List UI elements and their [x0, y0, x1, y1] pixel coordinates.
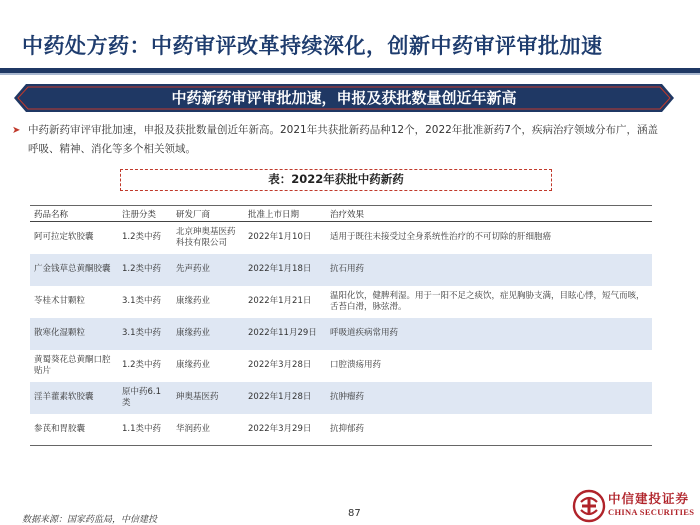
cell-drug-name: 阿可拉定软胶囊 — [34, 232, 94, 243]
cell-drug-name: 淫羊藿素软胶囊 — [30, 382, 118, 414]
table-row — [30, 254, 652, 286]
cell-drug-name: 苓桂术甘颗粒 — [34, 296, 86, 306]
cell-manufacturer: 北京珅奥基医药科技有限公司 — [176, 226, 236, 248]
cell-indication: 适用于既往未接受过全身系统性治疗的不可切除的肝细胞癌 — [330, 232, 552, 243]
cell-approval-date: 2022年11月29日 — [244, 318, 326, 350]
cell-indication: 呼吸道疾病常用药 — [326, 318, 652, 350]
cell-registration-class: 1.2类中药 — [118, 254, 172, 286]
table-row — [30, 318, 652, 350]
banner-text: 中药新药审评审批加速，申报及获批数量创近年新高 — [171, 89, 517, 107]
header-registration-class: 注册分类 — [118, 206, 172, 222]
cell-manufacturer: 康缘药业 — [176, 296, 211, 306]
cell-manufacturer: 珅奥基医药 — [172, 382, 244, 414]
table-caption-box — [120, 169, 552, 191]
cell-approval-date: 2022年1月21日 — [248, 296, 312, 306]
cell-indication: 温阳化饮，健脾利湿。用于一阳不足之痰饮，症见胸胁支满，目眩心悸，短气而咳，舌苔白滑，脉弦滑。 — [330, 290, 645, 312]
title-divider-shadow — [0, 73, 700, 75]
cell-registration-class: 原中药6.1类 — [118, 382, 172, 414]
table-caption: 表：2022年获批中药新药 — [268, 172, 404, 186]
header-manufacturer: 研发厂商 — [172, 206, 244, 222]
cell-approval-date: 2022年1月10日 — [248, 232, 312, 243]
data-source-note: 数据来源：国家药监局，中信建投 — [22, 515, 158, 525]
header-approval-date: 批准上市日期 — [244, 206, 326, 222]
header-indication: 治疗效果 — [326, 206, 652, 222]
section-banner — [14, 84, 674, 112]
cell-registration-class: 1.2类中药 — [122, 360, 162, 370]
cell-approval-date: 2022年3月29日 — [244, 414, 326, 446]
cell-manufacturer: 华润药业 — [172, 414, 244, 446]
table-header-row — [30, 206, 652, 222]
cell-registration-class: 3.1类中药 — [122, 296, 162, 306]
cell-indication: 抗石用药 — [326, 254, 652, 286]
logo-emblem-icon — [572, 489, 606, 523]
cell-indication: 抗肿瘤药 — [326, 382, 652, 414]
bullet-paragraph — [12, 121, 668, 159]
cell-registration-class: 3.1类中药 — [118, 318, 172, 350]
cell-drug-name: 散寒化湿颗粒 — [30, 318, 118, 350]
logo-name-en: CHINA SECURITIES — [608, 507, 695, 517]
table-row — [30, 222, 652, 254]
cell-indication: 口腔溃疡用药 — [330, 360, 382, 370]
cell-approval-date: 2022年3月28日 — [248, 360, 312, 370]
bullet-arrow-icon: ➤ — [12, 125, 21, 136]
cell-indication: 抗抑郁药 — [326, 414, 652, 446]
company-logo — [572, 486, 700, 525]
table-row — [30, 350, 652, 382]
cell-manufacturer: 先声药业 — [172, 254, 244, 286]
cell-approval-date: 2022年1月18日 — [244, 254, 326, 286]
cell-drug-name: 广金钱草总黄酮胶囊 — [30, 254, 118, 286]
cell-drug-name: 参芪和胃胶囊 — [30, 414, 118, 446]
cell-manufacturer: 康缘药业 — [172, 318, 244, 350]
cell-registration-class: 1.2类中药 — [122, 232, 162, 243]
page-title: 中药处方药：中药审评改革持续深化，创新中药审评审批加速 — [22, 34, 603, 58]
page-number: 87 — [348, 508, 361, 519]
logo-name-cn: 中信建投证券 — [608, 491, 690, 506]
table-row — [30, 382, 652, 414]
header-drug-name: 药品名称 — [30, 206, 118, 222]
cell-registration-class: 1.1类中药 — [118, 414, 172, 446]
cell-drug-name: 黄蜀葵花总黄酮口腔贴片 — [34, 354, 111, 376]
table-row — [30, 286, 652, 318]
table-row — [30, 414, 652, 446]
approved-drugs-table — [30, 205, 652, 446]
bullet-text: 中药新药审评审批加速，申报及获批数量创近年新高。2021年共获批新药品种12个，2022年批准新药7个，疾病治疗领域分布广，涵盖呼吸、精神、消化等多个相关领域。 — [28, 124, 658, 155]
cell-manufacturer: 康缘药业 — [176, 360, 211, 370]
cell-approval-date: 2022年1月28日 — [244, 382, 326, 414]
